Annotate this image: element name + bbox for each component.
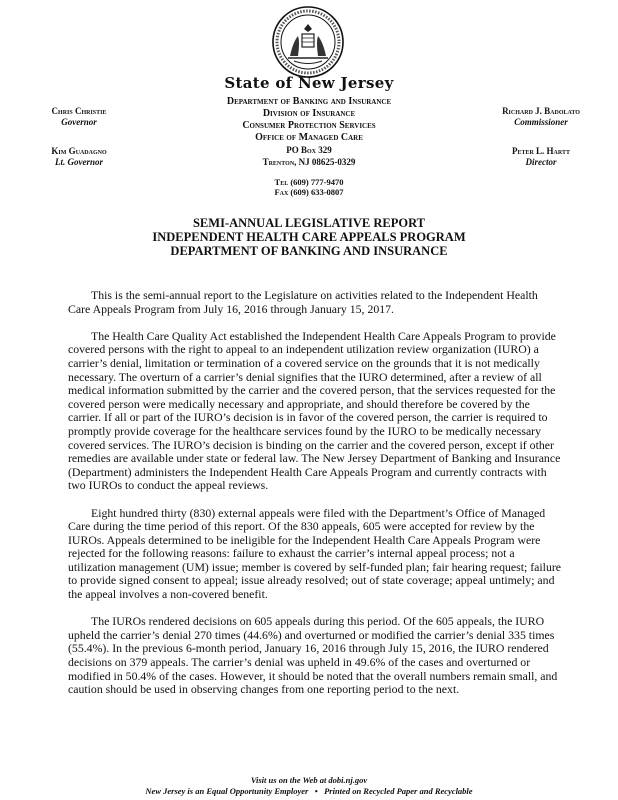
governor-name: Chris Christie	[51, 106, 107, 116]
paragraph-appeals-filed: Eight hundred thirty (830) external appeals were filed with the Department’s Office of Managed Care during the time period of this report. Of the 830 appeals, 605 were accepted for review by the IUROs. Appeals determined to be ineligible for the Independent Health Care Appeals Program were rejected for the following reasons: failure to exhaust the carrier’s internal appeal process; not a utilization management (UM) issue; member is covered by self-funded plan; fair hearing request; failure to provide signed consent to appeal; issue already resolved; out of state coverage; appeal untimely; and the appeal involves a non-covered benefit.	[68, 505, 562, 602]
report-title-line-3: DEPARTMENT OF BANKING AND INSURANCE	[170, 244, 448, 258]
footer-eoe: New Jersey is an Equal Opportunity Employer	[145, 786, 309, 796]
paragraph-intro: This is the semi-annual report to the Legislature on activities related to the Independent Health Care Appeals Program from July 16, 2016 through January 15, 2017.	[68, 288, 538, 316]
report-body	[68, 289, 562, 710]
paragraph-program: The Health Care Quality Act established the Independent Health Care Appeals Program to provide covered persons with the right to appeal to an independent utilization review organization (IURO) a carrier’s denial, limitation or termination of a covered service on the grounds that it is not medically necessary. The overturn of a carrier’s denial signifies that the IURO determined, after a review of all medical information submitted by the carrier and the covered person, that the services requested for the covered person were medically necessary and appropriate, and should therefore be covered by the carrier. If all or part of the IURO’s decision is in favor of the covered person, the carrier is required to promptly provide coverage for the healthcare services found by the IURO to be medically necessary covered services. The IURO’s decision is binding on the carrier and the covered person, except if other remedies are available under state or federal law. The New Jersey Department of Banking and Insurance (Department) administers the Independent Health Care Appeals Program and currently contracts with two IUROs to conduct the appeal reviews.	[68, 328, 561, 493]
po-box: PO Box 329	[286, 145, 332, 155]
city-zip: Trenton, NJ 08625-0329	[262, 157, 356, 167]
paragraph-decisions: The IUROs rendered decisions on 605 appeals during this period. Of the 605 appeals, the IURO upheld the carrier’s denial 270 times (44.6%) and overturned or modified the carrier’s denial 335 times (55.4%). In the previous 6-month period, January 16, 2016 through July 15, 2016, the IURO rendered decisions on 379 appeals. The carrier’s denial was upheld in 49.6% of the cases and overturned or modified in 50.4% of the cases. However, it should be noted that the overall numbers remain small, and caution should be used in observing changes from one reporting period to the next.	[68, 614, 558, 697]
telephone: Tel (609) 777-9470	[274, 177, 344, 187]
services-name: Consumer Protection Services	[242, 120, 376, 131]
commissioner-title: Commissioner	[514, 117, 568, 127]
footer-web: Visit us on the Web at dobi.nj.gov	[250, 775, 368, 785]
footer-recycled: Printed on Recycled Paper and Recyclable	[324, 786, 473, 796]
state-title: State of New Jersey	[224, 74, 394, 92]
report-title-line-2: INDEPENDENT HEALTH CARE APPEALS PROGRAM	[152, 230, 466, 244]
director-title: Director	[525, 157, 557, 167]
report-title	[0, 216, 618, 258]
division-name: Division of Insurance	[262, 108, 356, 119]
report-title-line-1: SEMI-ANNUAL LEGISLATIVE REPORT	[192, 216, 425, 230]
right-officials	[476, 106, 606, 168]
lt-governor-name: Kim Guadagno	[51, 146, 107, 156]
governor-title: Governor	[61, 117, 97, 127]
agency-block	[150, 96, 468, 197]
lt-governor-title: Lt. Governor	[55, 157, 103, 167]
left-officials	[24, 106, 134, 168]
footer-bullet: •	[314, 786, 318, 796]
commissioner-name: Richard J. Badolato	[502, 106, 580, 116]
footer	[0, 775, 618, 797]
fax: Fax (609) 633-0807	[274, 187, 344, 197]
office-name: Office of Managed Care	[255, 132, 363, 143]
state-seal	[272, 6, 344, 78]
department-name: Department of Banking and Insurance	[226, 96, 392, 107]
director-name: Peter L. Hartt	[511, 146, 571, 156]
